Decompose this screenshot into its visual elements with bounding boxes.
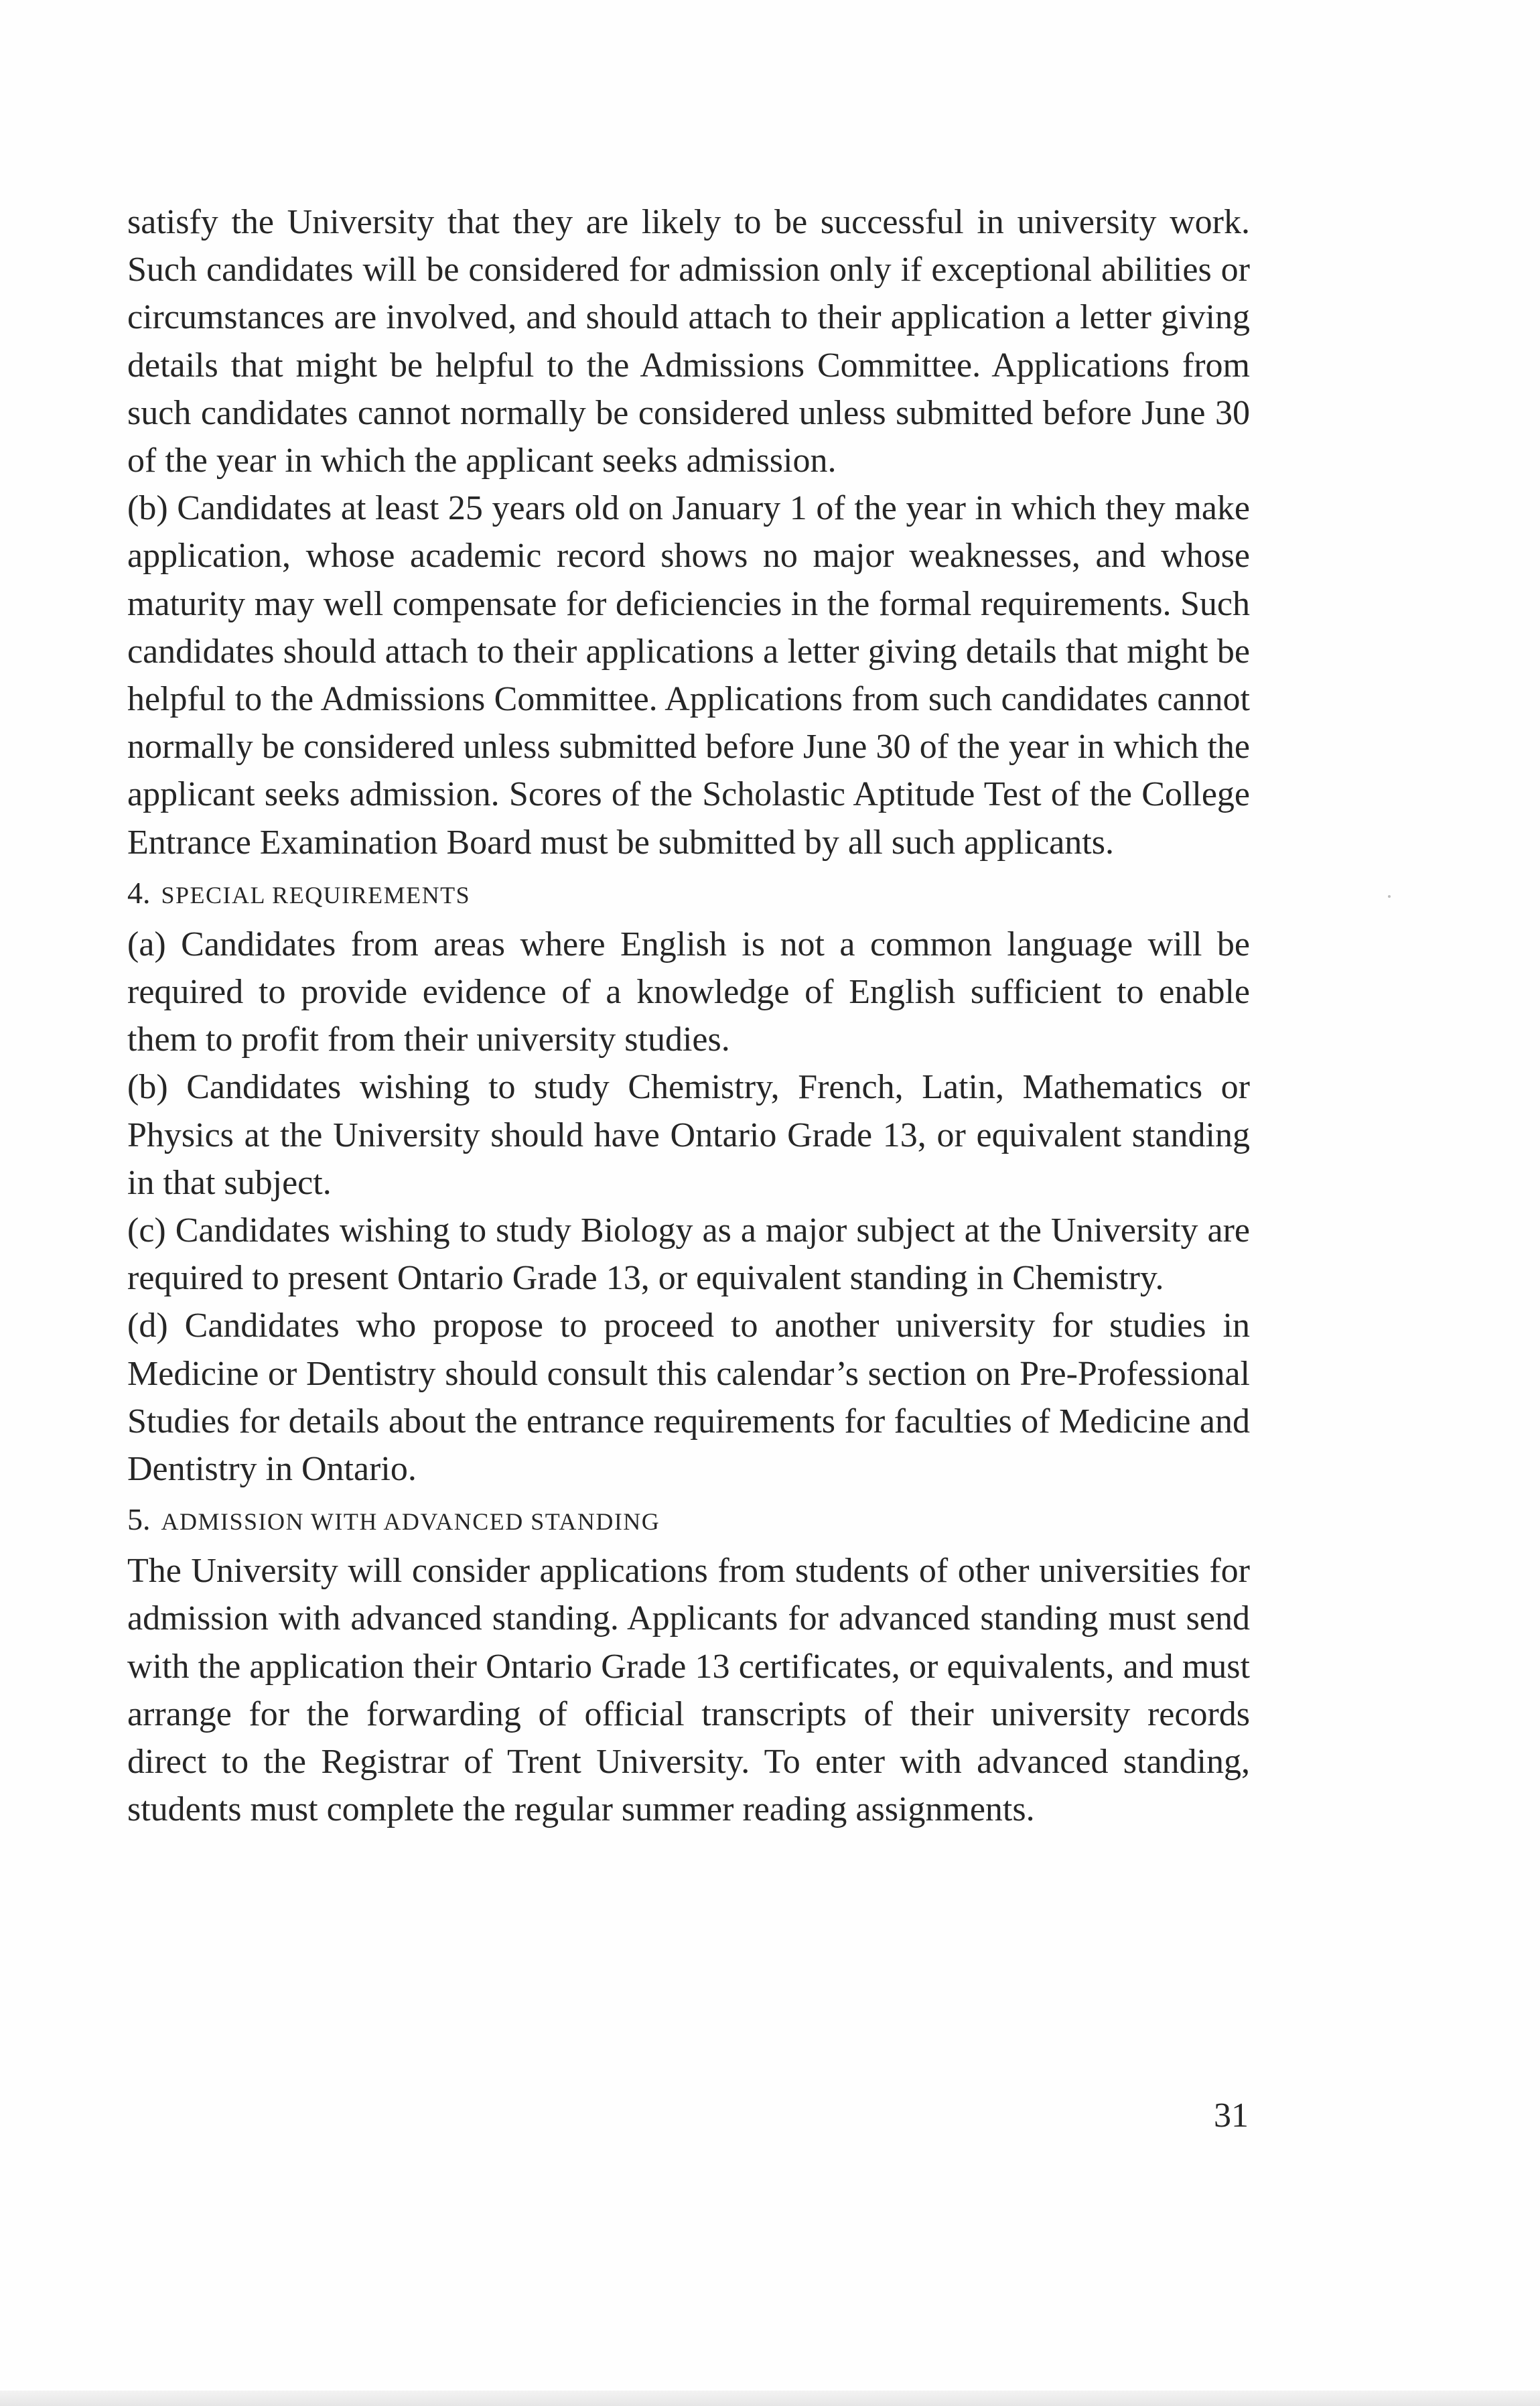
paragraph-advanced-standing: The University will consider applications from students of other universities for admission with advanced standing. Applicants for advanced standing must send with the application their Ontario Grade 13 certificates, or equivalents, and must arrange for the forwarding of official transcripts of their university records direct to the Registrar of Trent University. To enter with advanced standing, students must complete the regular summer reading assignments. xyxy=(127,1552,1250,1829)
page-number: 31 xyxy=(1214,2096,1249,2135)
paragraph-item-b-grade-13: (b) Candidates wishing to study Chemistry, French, Latin, Mathematics or Physics at the University should have Ontario Grade 13, or equivalent standing in that subject. xyxy=(127,1068,1250,1202)
body-text xyxy=(127,198,1250,1834)
scan-bottom-edge xyxy=(0,2391,1540,2406)
paragraph-item-b-mature-candidates: (b) Candidates at least 25 years old on January 1 of the year in which they make application, whose academic record shows no major weaknesses, and whose maturity may well compensate for deficiencies in the formal requirements. Such candidates should attach to their applications a letter giving details that might be helpful to the Admissions Committee. Applications from such candidates cannot normally be considered unless submitted before June 30 of the year in which the applicant seeks admission. Scores of the Scholastic Aptitude Test of the College Entrance Examination Board must be submitted by all such applicants. xyxy=(127,489,1250,862)
section-number: 5. xyxy=(127,1502,151,1537)
section-number: 4. xyxy=(127,875,151,910)
paragraph-item-a-english: (a) Candidates from areas where English is not a common language will be required to provide evidence of a knowledge of English sufficient to enable them to profit from their university studies. xyxy=(127,925,1250,1059)
paragraph-item-d-medicine: (d) Candidates who propose to proceed to another university for studies in Medicine or Dentistry should consult this calendar’s section on Pre-Professional Studies for details about the entrance requirements for faculties of Medicine and Dentistry in Ontario. xyxy=(127,1307,1250,1489)
section-title: SPECIAL REQUIREMENTS xyxy=(161,881,471,909)
section-heading-advanced-standing xyxy=(127,1502,1250,1537)
section-heading-special-requirements xyxy=(127,875,1250,910)
paragraph-item-c-biology: (c) Candidates wishing to study Biology as a major subject at the University are required to present Ontario Grade 13, or equivalent standing in Chemistry. xyxy=(127,1211,1250,1298)
section-title: ADMISSION WITH ADVANCED STANDING xyxy=(161,1508,660,1536)
paragraph-continued: satisfy the University that they are likely to be successful in university work. Such candidates will be considered for admission only if exceptional abilities or circumstances are involved, and should attach to their application a letter giving details that might be helpful to the Admissions Committee. Applications from such candidates cannot normally be considered unless submitted before June 30 of the year in which the applicant seeks admission. xyxy=(127,203,1250,480)
scan-speck xyxy=(1388,895,1391,898)
